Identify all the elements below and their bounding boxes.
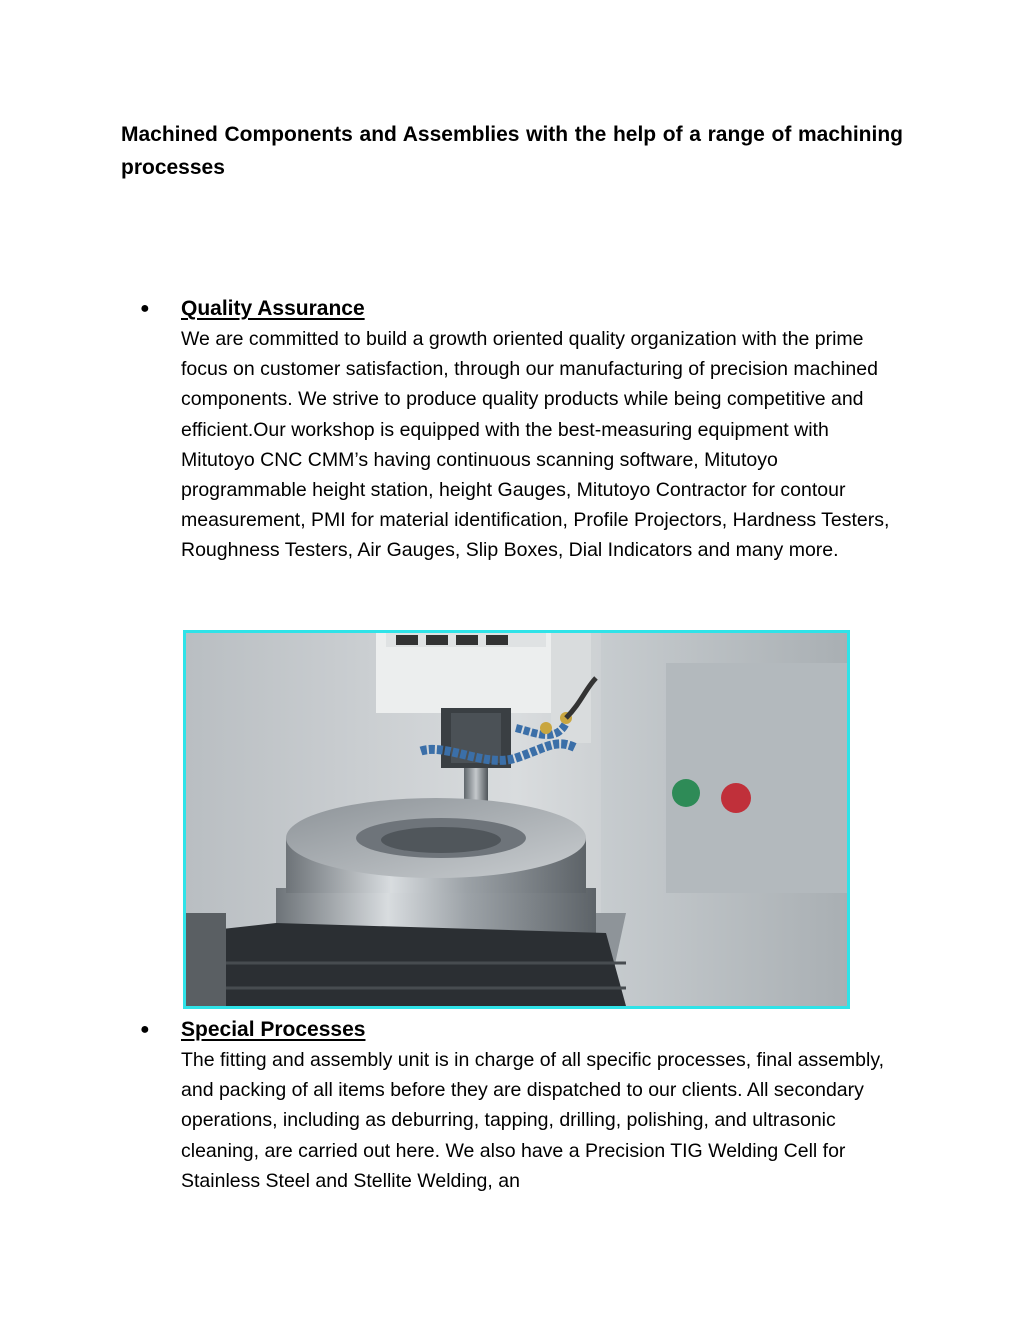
machining-photo [183, 630, 850, 1009]
section-body: The fitting and assembly unit is in charge of all specific processes, final assembly, and packing of all items before they are dispatched to our clients. All secondary operations, including as deburring, tapping, drilling, polishing, and ultrasonic cleaning, are carried out here. We also have a Precision TIG Welding Cell for Stainless Steel and Stellite Welding, an [181, 1049, 885, 1192]
document-heading: Machined Components and Assemblies with the help of a range of machining processes [121, 123, 903, 179]
section-title: Special Processes [181, 1018, 366, 1041]
section-body: We are committed to build a growth oriented quality organization with the prime focus on customer satisfaction, through our manufacturing of precision machined components. We strive to produce quality products while being competitive and efficient.Our workshop is equipped with the best-measuring equipment with Mitutoyo CNC CMM’s having continuous scanning software, Mitutoyo programmable height station, height Gauges, Mitutoyo Contractor for contour measurement, PMI for material identification, Profile Projectors, Hardness Testers, Roughness Testers, Air Gauges, Slip Boxes, Dial Indicators and many more. [181, 328, 890, 562]
section-title: Quality Assurance [181, 297, 365, 320]
bullet-icon: ● [140, 300, 150, 317]
bullet-icon: ● [140, 1021, 150, 1038]
cnc-milling-machine-image [186, 633, 847, 1006]
